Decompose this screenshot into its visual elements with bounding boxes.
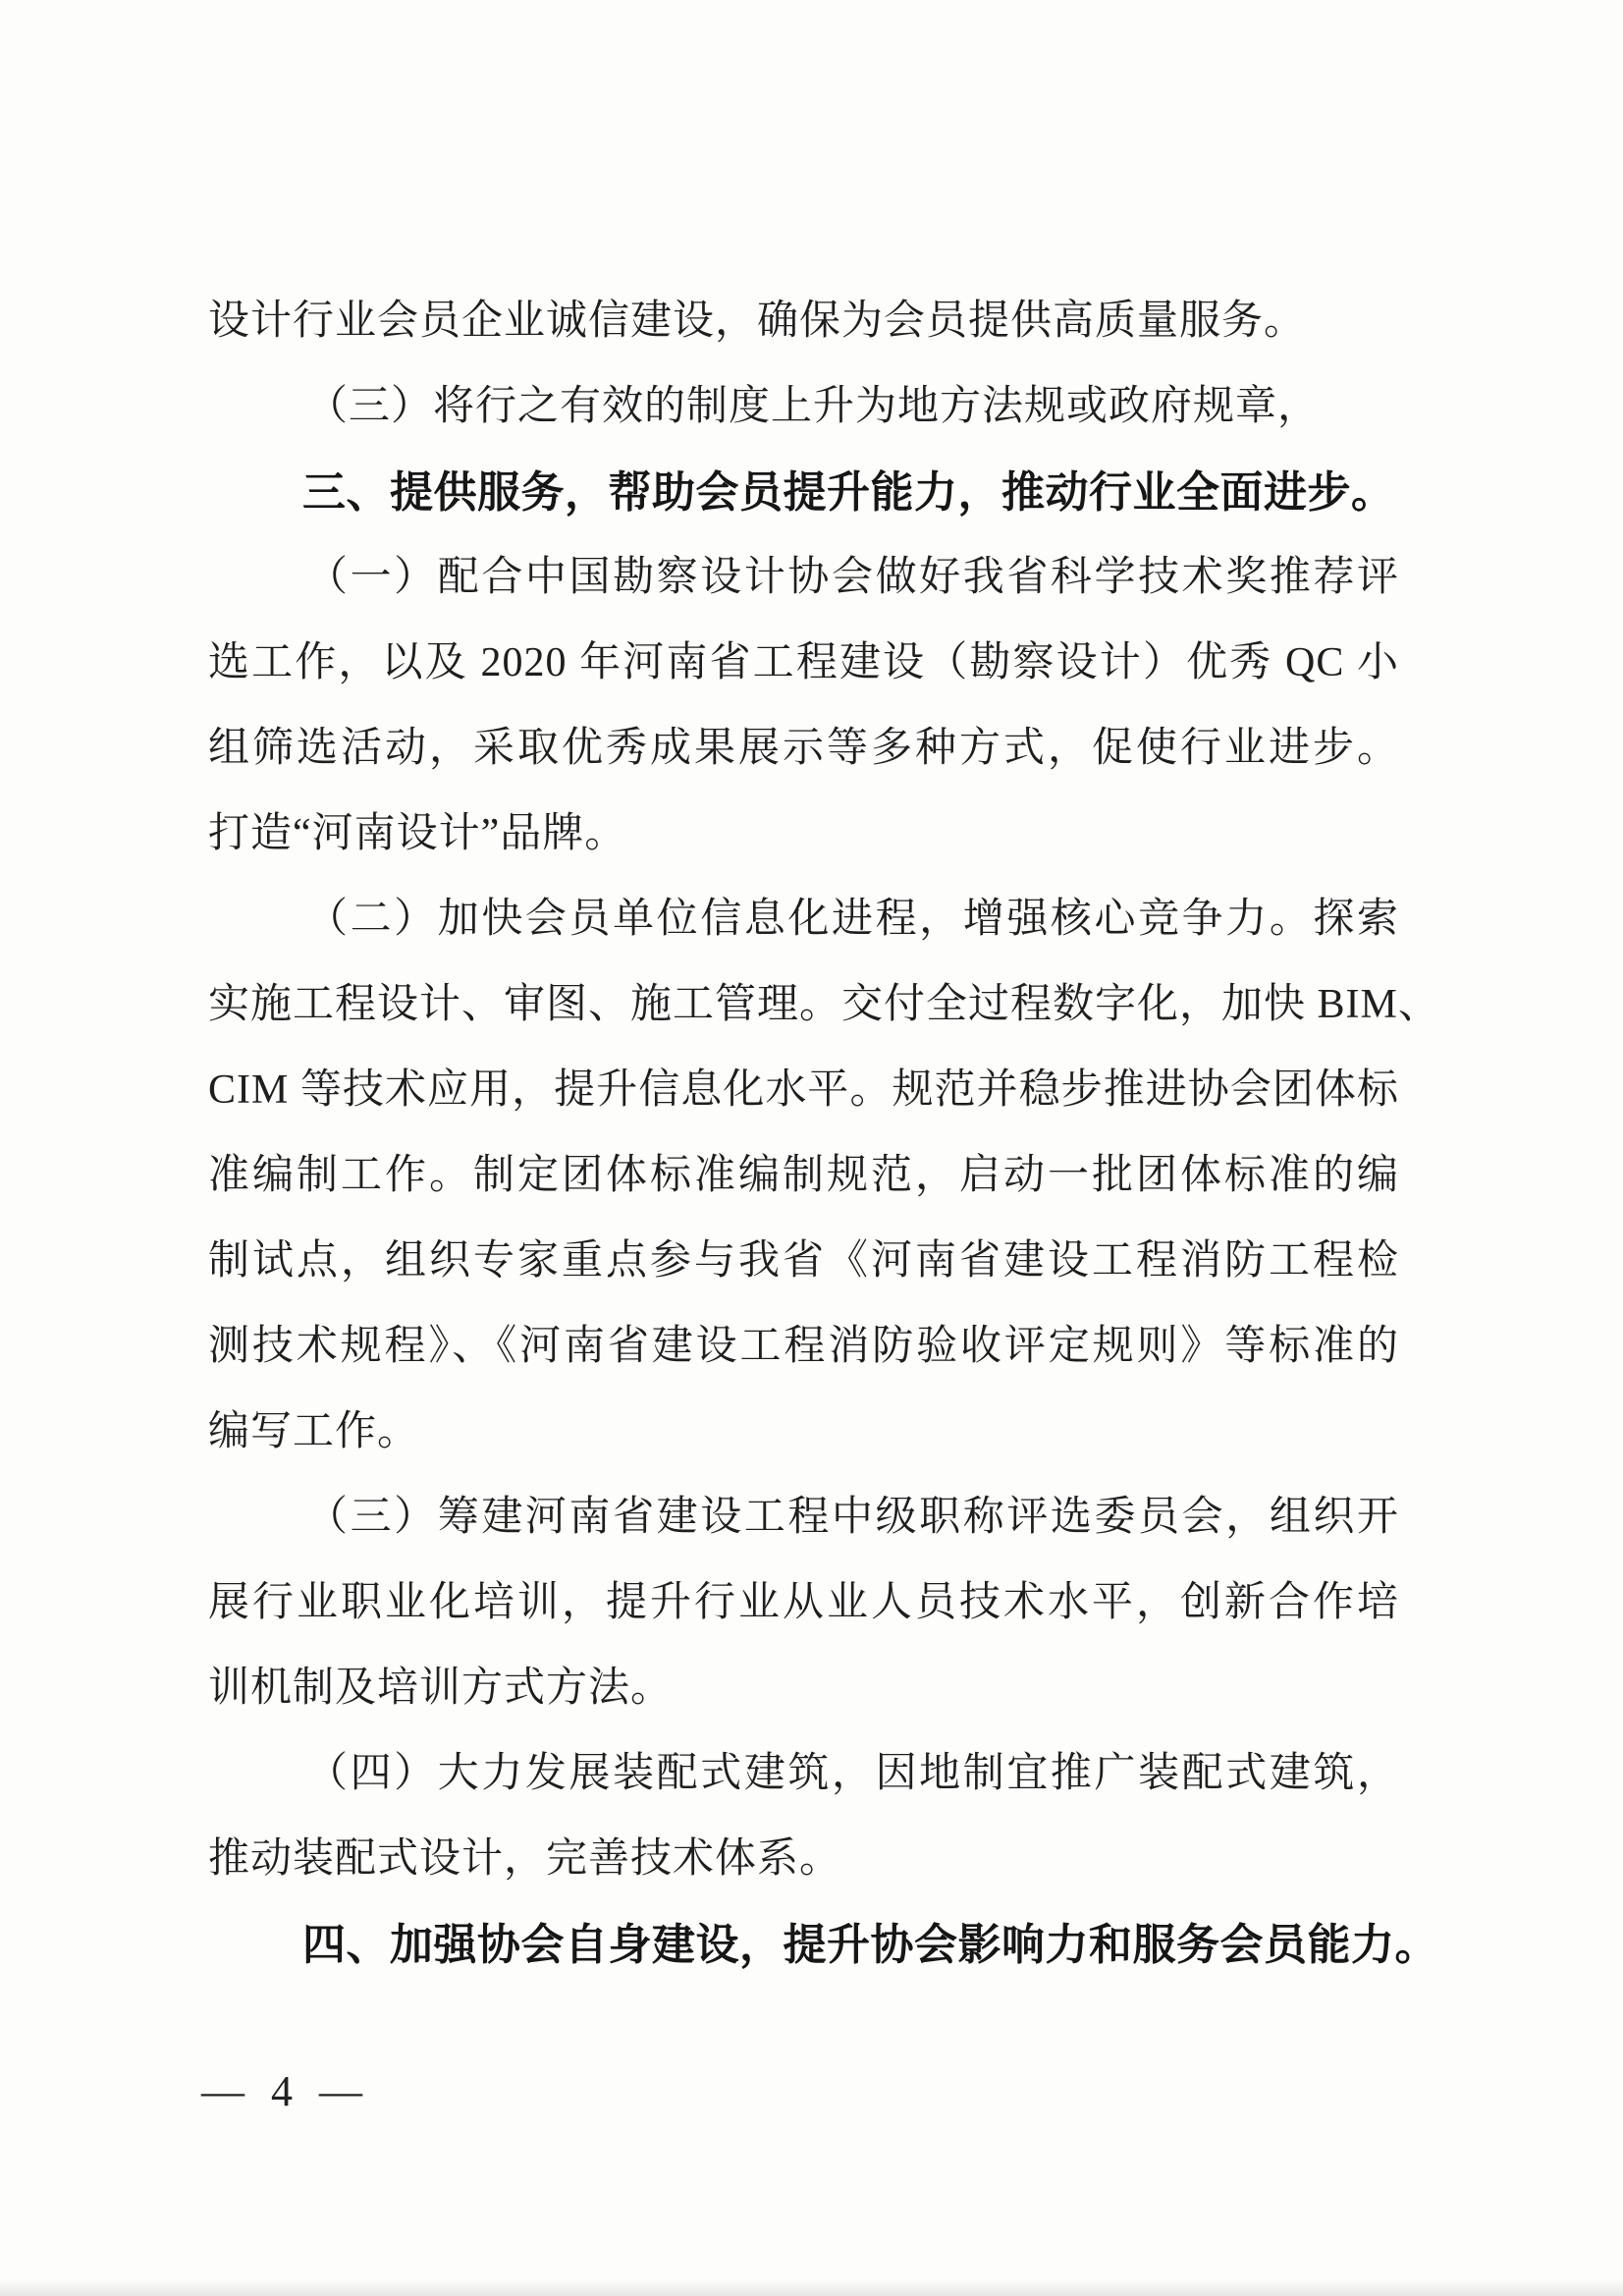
section-heading-line: 三、提供服务，帮助会员提升能力，推动行业全面进步。 xyxy=(302,468,1395,517)
text-line: 实施工程设计、审图、施工管理。交付全过程数字化，加快 BIM、 xyxy=(208,982,1440,1027)
text-line: （四）大力发展装配式建筑，因地制宜推广装配式建筑， xyxy=(306,1751,1399,1796)
text-line: CIM 等技术应用，提升信息化水平。规范并稳步推进协会团体标 xyxy=(208,1067,1399,1113)
text-line: 展行业职业化培训，提升行业从业人员技术水平，创新合作培 xyxy=(208,1580,1399,1625)
text-line: （一）配合中国勘察设计协会做好我省科学技术奖推荐评 xyxy=(306,555,1399,600)
text-line: （三）筹建河南省建设工程中级职称评选委员会，组织开 xyxy=(306,1495,1399,1540)
text-line: 训机制及培训方式方法。 xyxy=(208,1666,674,1711)
text-line: 组筛选活动，采取优秀成果展示等多种方式，促使行业进步。 xyxy=(208,726,1399,771)
text-line: 编写工作。 xyxy=(208,1409,420,1454)
text-line: 选工作，以及 2020 年河南省工程建设（勘察设计）优秀 QC 小 xyxy=(208,640,1399,685)
text-line: 推动装配式设计，完善技术体系。 xyxy=(208,1836,842,1882)
text-line: 设计行业会员企业诚信建设，确保为会员提供高质量服务。 xyxy=(208,299,1307,344)
text-line: （二）加快会员单位信息化进程，增强核心竞争力。探索 xyxy=(306,897,1399,942)
scan-edge-shadow xyxy=(0,2280,1623,2296)
text-line: 打造“河南设计”品牌。 xyxy=(208,811,627,856)
section-heading-line: 四、加强协会自身建设，提升协会影响力和服务会员能力。 xyxy=(302,1921,1438,1969)
text-line: 制试点，组织专家重点参与我省《河南省建设工程消防工程检 xyxy=(208,1238,1399,1284)
text-line: （三）将行之有效的制度上升为地方法规或政府规章， xyxy=(306,384,1321,429)
document-body xyxy=(208,279,1440,1988)
text-line: 测技术规程》、《河南省建设工程消防验收评定规则》等标准的 xyxy=(208,1324,1399,1369)
page-number: — 4 — xyxy=(201,2067,370,2115)
text-line: 准编制工作。制定团体标准编制规范，启动一批团体标准的编 xyxy=(208,1153,1399,1198)
